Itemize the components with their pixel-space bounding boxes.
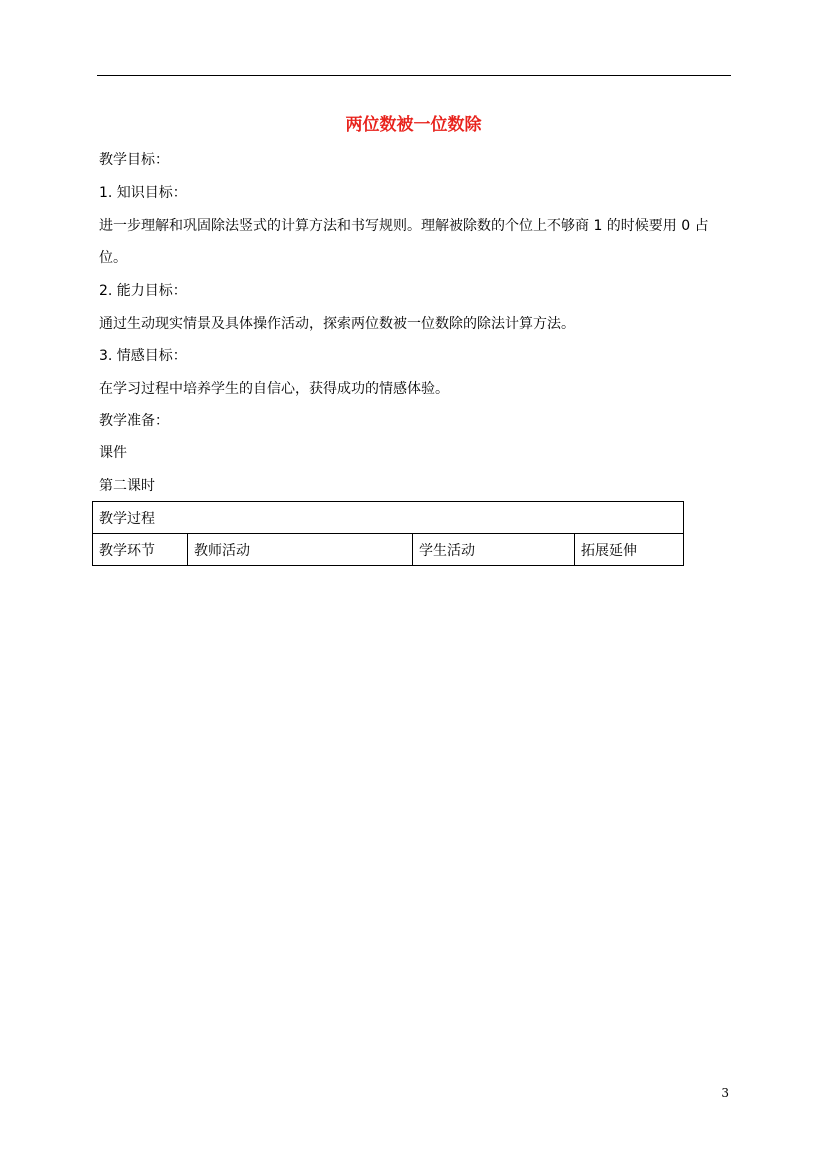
column-header-student-activity: 学生活动 bbox=[413, 534, 575, 566]
table-row bbox=[93, 534, 684, 566]
preparation-heading: 教学准备： bbox=[99, 413, 169, 429]
table-header-row bbox=[93, 502, 684, 534]
column-header-extension: 拓展延伸 bbox=[575, 534, 684, 566]
column-header-teacher-activity: 教师活动 bbox=[188, 534, 413, 566]
knowledge-text: 进一步理解和巩固除法竖式的计算方法和书写规则。理解被除数的个位上不够商 1 的时候要用 0 占位。 bbox=[99, 218, 709, 266]
ability-heading: 2. 能力目标： bbox=[99, 283, 187, 299]
lesson-label: 第二课时 bbox=[99, 478, 155, 494]
objectives-heading: 教学目标： bbox=[99, 152, 169, 168]
teaching-process-table bbox=[92, 501, 684, 566]
page-number: 3 bbox=[721, 1086, 729, 1100]
emotion-heading: 3. 情感目标： bbox=[99, 348, 187, 364]
header-rule bbox=[97, 75, 731, 76]
emotion-text: 在学习过程中培养学生的自信心，获得成功的情感体验。 bbox=[99, 381, 449, 397]
table-header-cell: 教学过程 bbox=[93, 502, 684, 534]
preparation-text: 课件 bbox=[99, 445, 127, 461]
column-header-stage: 教学环节 bbox=[93, 534, 188, 566]
knowledge-heading: 1. 知识目标： bbox=[99, 185, 187, 201]
ability-text: 通过生动现实情景及具体操作活动，探索两位数被一位数除的除法计算方法。 bbox=[99, 316, 575, 332]
document-title: 两位数被一位数除 bbox=[345, 115, 482, 135]
